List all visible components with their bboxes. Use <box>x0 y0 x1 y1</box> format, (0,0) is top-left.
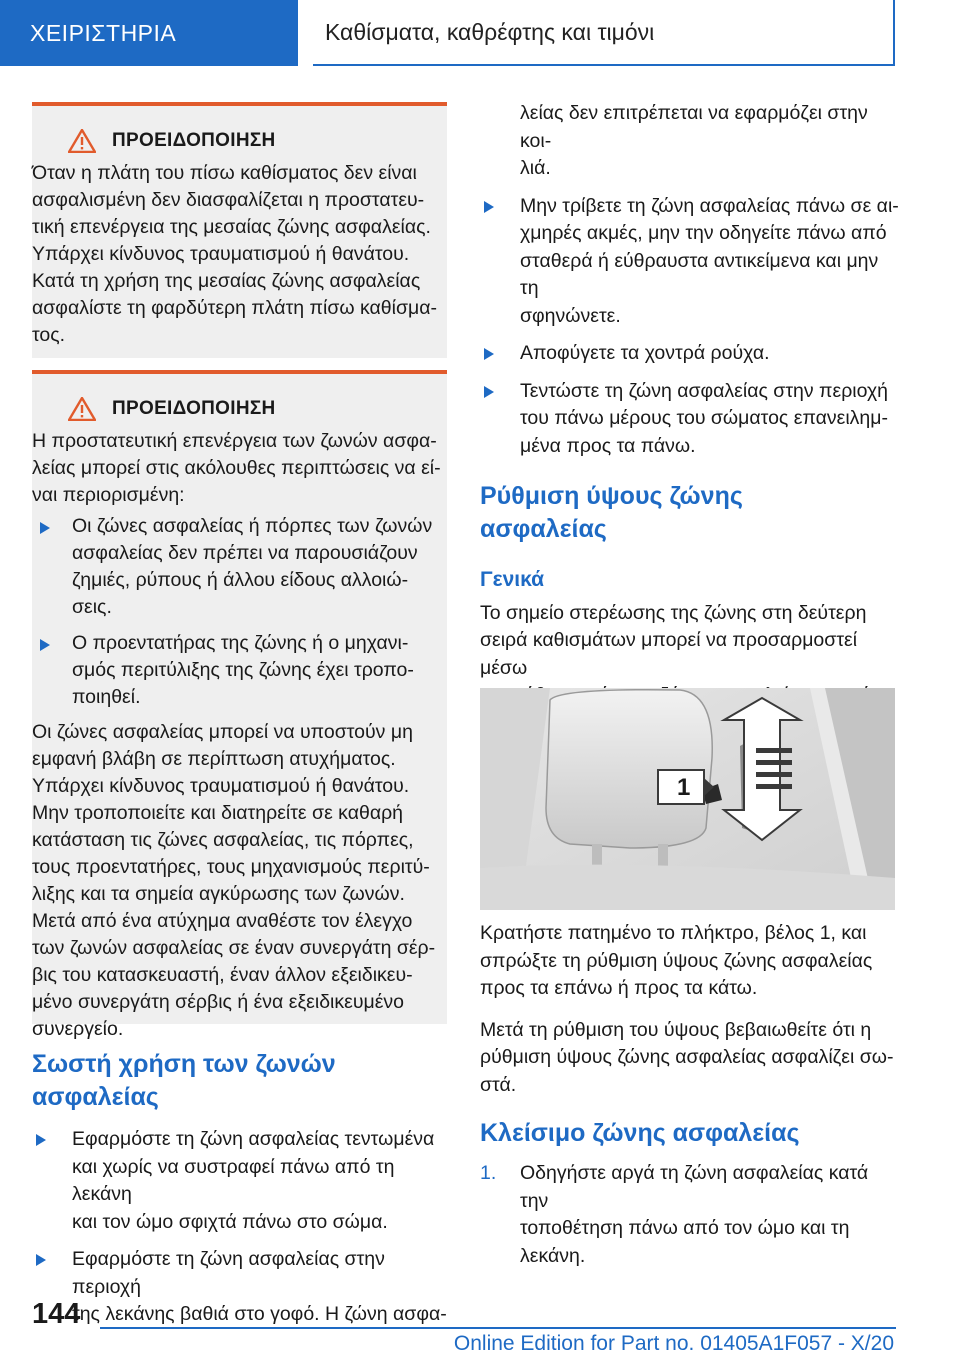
text-line: Ο προεντατήρας της ζώνης ή ο μηχανι- <box>72 632 409 654</box>
text-line: Οι ζώνες ασφαλείας μπορεί να υποστούν μη <box>32 721 413 743</box>
warning-body <box>32 160 447 349</box>
bullet-arrow-icon <box>36 1134 46 1146</box>
text-line: λείας δεν επιτρέπεται να εφαρμόζει στην κοι- <box>520 102 868 152</box>
bullet-arrow-icon <box>36 1254 46 1266</box>
text-line: μένα προς τα πάνω. <box>520 434 696 457</box>
text-line: βις του κατασκευαστή, έναν άλλον εξειδικευ- <box>32 964 413 986</box>
text-line: των ζωνών ασφαλείας σε έναν συνεργάτη σέρ- <box>32 937 436 959</box>
text-line: σπρώξτε τη ρύθμιση ύψους ζώνης ασφαλείας <box>480 949 873 972</box>
paragraph <box>480 1017 900 1100</box>
text-line: Υπάρχει κίνδυνος τραυματισμού ή θανάτου. <box>32 243 410 265</box>
text-line: Υπάρχει κίνδυνος τραυματισμού ή θανάτου. <box>32 775 410 797</box>
text-line: στά. <box>480 1073 517 1096</box>
bullet-list <box>32 1126 452 1329</box>
text-line: τους προεντατήρες, τους μηχανισμούς περιτύ- <box>32 856 430 878</box>
text-line: λείας μπορεί στις ακόλουθες περιπτώσεις να εί- <box>32 457 441 479</box>
text-line: λιξης και τα σημεία αγκύρωσης των ζωνών. <box>32 883 405 905</box>
step-item <box>480 1160 900 1270</box>
chapter-label: ΧΕΙΡΙΣΤΗΡΙΑ <box>30 19 177 46</box>
list-item <box>32 1126 452 1236</box>
text-line: σταθερά ή εύθραυστα αντικείμενα και μην τη <box>520 249 879 299</box>
list-item <box>480 340 900 368</box>
warning-triangle-icon <box>68 397 96 421</box>
text-line: Όταν η πλάτη του πίσω καθίσματος δεν είναι <box>32 162 417 184</box>
text-line: του πάνω μέρους του σώματος επανειλημ- <box>520 407 888 429</box>
section-correct-use <box>32 1048 452 1329</box>
list-item-continuation <box>480 100 900 183</box>
list-item <box>32 630 447 711</box>
bullet-list <box>480 193 900 461</box>
text-line: τική επενέργεια της μεσαίας ζώνης ασφαλείας. <box>32 216 431 238</box>
text-line: Οι ζώνες ασφαλείας ή πόρπες των ζωνών <box>72 515 433 537</box>
page-number: 144 <box>32 1298 81 1330</box>
list-item <box>480 378 900 461</box>
bullet-arrow-icon <box>484 348 494 360</box>
illustration-drawing <box>480 688 895 910</box>
heading-line: Ρύθμιση ύψους ζώνης <box>480 482 743 510</box>
text-line: Το σημείο στερέωσης της ζώνης στη δεύτερη <box>480 601 867 624</box>
page-header-title <box>313 0 895 66</box>
warning-header <box>32 396 447 422</box>
bullet-arrow-icon <box>40 522 50 534</box>
list-item <box>480 193 900 331</box>
list-item <box>32 513 447 621</box>
bullet-arrow-icon <box>484 386 494 398</box>
text-line: της λεκάνης βαθιά στο γοφό. Η ζώνη ασφα- <box>72 1303 447 1325</box>
text-line: σειρά καθισμάτων μπορεί να προσαρμοστεί μέσω <box>480 629 858 679</box>
text-line: ασφαλισμένη δεν διασφαλίζεται η προστατευ- <box>32 189 425 211</box>
text-line: Μετά τη ρύθμιση του ύψους βεβαιωθείτε ότι η <box>480 1018 872 1041</box>
paragraph <box>480 920 900 1003</box>
text-line: ασφαλίστε τη φαρδύτερη πλάτη πίσω καθίσμα- <box>32 297 438 319</box>
text-line: σεις. <box>72 596 112 618</box>
text-line: τος. <box>32 324 66 346</box>
page-title: Καθίσματα, καθρέφτης και τιμόνι <box>325 18 655 45</box>
warning-outro <box>32 719 447 1043</box>
text-line: λιά. <box>520 157 551 179</box>
text-line: Η προστατευτική επενέργεια των ζωνών ασφα- <box>32 430 437 452</box>
heading-line: ασφαλείας <box>32 1083 159 1111</box>
warning-box-2 <box>32 370 447 1040</box>
warning-header <box>32 128 447 154</box>
text-line: ποιηθεί. <box>72 686 141 708</box>
text-line: τοποθέτηση πάνω από τον ώμο και τη λεκάνη. <box>520 1217 850 1267</box>
text-line: Κρατήστε πατημένο το πλήκτρο, βέλος 1, και <box>480 922 867 944</box>
text-line: και χωρίς να συστραφεί πάνω από τη λεκάνη <box>72 1155 395 1205</box>
warning-title: ΠΡΟΕΙΔΟΠΟΙΗΣΗ <box>112 398 276 419</box>
seatbelt-height-adjuster-illustration <box>480 688 895 910</box>
text-line: Αποφύγετε τα χοντρά ρούχα. <box>520 342 770 364</box>
footer-divider <box>100 1327 896 1329</box>
text-line: χμηρές ακμές, μην την οδηγείτε πάνω από <box>520 222 887 244</box>
chapter-tab[interactable] <box>0 0 298 66</box>
bullet-arrow-icon <box>484 201 494 213</box>
text-line: ασφαλείας δεν πρέπει να παρουσιάζουν <box>72 542 418 564</box>
text-line: εμφανή βλάβη σε περίπτωση ατυχήματος. <box>32 748 396 770</box>
text-line: Εφαρμόστε τη ζώνη ασφαλείας τεντωμένα <box>72 1128 435 1150</box>
heading-line: Σωστή χρήση των ζωνών <box>32 1050 336 1078</box>
text-line: Μην τροποποιείτε και διατηρείτε σε καθαρή <box>32 802 404 824</box>
bullet-arrow-icon <box>40 639 50 651</box>
text-line: κατάσταση τις ζώνες ασφαλείας, τις πόρπες, <box>32 829 414 851</box>
text-line: ναι περιορισμένη: <box>32 484 185 506</box>
section-heading: Κλείσιμο ζώνης ασφαλείας <box>480 1119 800 1147</box>
warning-body <box>32 428 447 1043</box>
text-line: Μην τρίβετε τη ζώνη ασφαλείας πάνω σε αι- <box>520 194 899 217</box>
heading-line: ασφαλείας <box>480 515 607 543</box>
text-line: και τον ώμο σφιχτά πάνω στο σώμα. <box>72 1210 388 1233</box>
step-number: 1. <box>480 1162 497 1184</box>
warning-triangle-icon <box>68 129 96 153</box>
warning-box-1 <box>32 102 447 358</box>
right-column-top <box>480 100 900 785</box>
warning-title: ΠΡΟΕΙΔΟΠΟΙΗΣΗ <box>112 130 276 151</box>
right-column-bottom <box>480 920 900 1270</box>
subsection-heading: Γενικά <box>480 568 545 591</box>
text-line: σμός περιτύλιξης της ζώνης έχει τροπο- <box>72 659 414 681</box>
footer-edition: Online Edition for Part no. 01405A1F057 - X/20 <box>453 1332 894 1355</box>
list-item <box>32 1246 452 1329</box>
text-line: σφηνώνετε. <box>520 304 621 327</box>
text-line: Οδηγήστε αργά τη ζώνη ασφαλείας κατά την <box>520 1162 869 1212</box>
text-line: ζημιές, ρύπους ή άλλου είδους αλλοιώ- <box>72 569 409 591</box>
text-line: συνεργείο. <box>32 1018 124 1040</box>
text-line: προς τα επάνω ή προς τα κάτω. <box>480 977 758 999</box>
section-heading <box>32 1048 452 1114</box>
figure-callout-number: 1 <box>677 774 691 801</box>
section-heading <box>480 480 900 546</box>
text-line: Μετά από ένα ατύχημα αναθέστε τον έλεγχο <box>32 910 413 932</box>
text-line: μένο συνεργάτη σέρβις ή ένα εξειδικευμένο <box>32 991 405 1013</box>
text-line: Εφαρμόστε τη ζώνη ασφαλείας στην περιοχή <box>72 1248 385 1298</box>
text-line: ρύθμιση ύψους ζώνης ασφαλείας ασφαλίζει σω- <box>480 1046 894 1068</box>
text-line: Τεντώστε τη ζώνη ασφαλείας στην περιοχή <box>520 379 889 402</box>
text-line: Κατά τη χρήση της μεσαίας ζώνης ασφαλείας <box>32 270 421 292</box>
